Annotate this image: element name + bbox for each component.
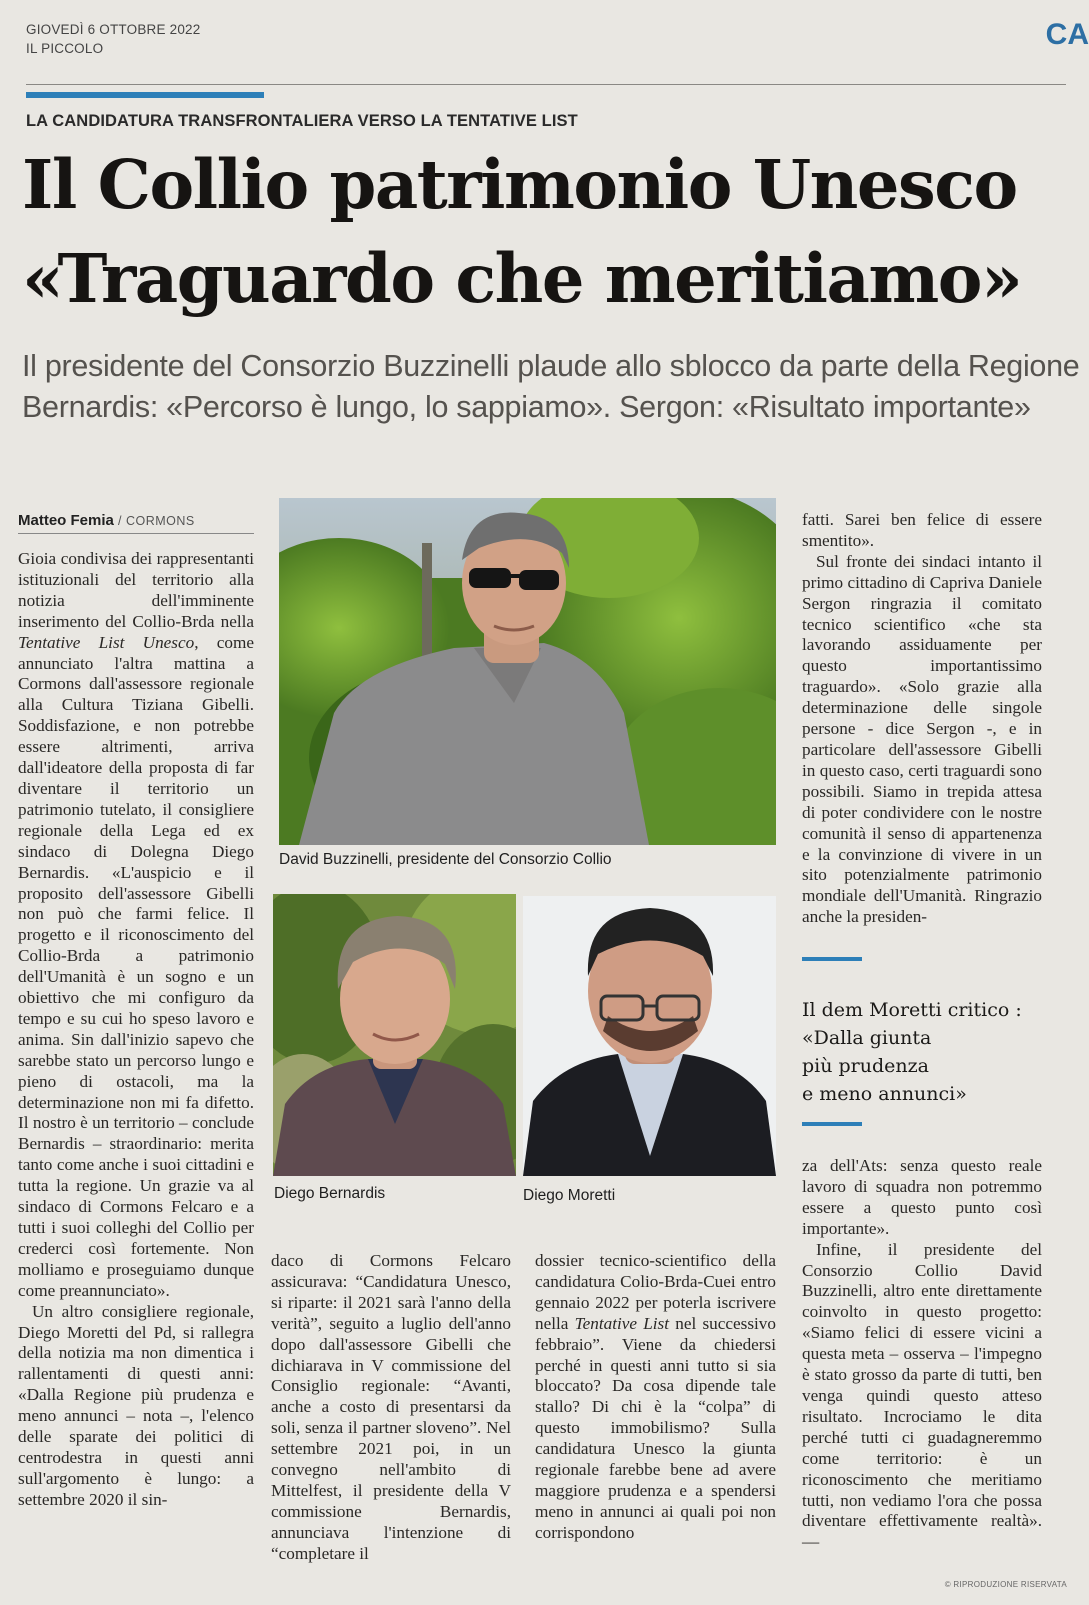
pull-quote-rule-top (802, 957, 862, 961)
subheadline (22, 346, 1082, 428)
pull-quote: Il dem Moretti critico : «Dalla giunta più prudenza e meno annunci» (802, 999, 1022, 1105)
byline-divider (18, 533, 254, 534)
photo-caption-main: David Buzzinelli, presidente del Consorzio Collio (279, 851, 612, 868)
paragraph: dossier tecnico-scientifico della candidatura Colio-Brda-Cuei entro gennaio 2022 per poterla iscrivere nella Tentative List nel successivo febbraio”. Viene da chiedersi perché in questi anni tutto si sia bloccato? Da cosa dipende tale stallo? Di chi è la “colpa” di questo immobilismo? Sulla candidatura Unesco la giunta regionale farebbe bene ad avere maggiore prudenza e a spendersi meno in annunci ai quali poi non corrispondono (535, 1251, 776, 1542)
article-column-3 (535, 1251, 776, 1544)
subhead-line-2: Bernardis: «Percorso è lungo, lo sappiamo». Sergon: «Risultato importante» (22, 390, 1031, 424)
photo-bernardis (273, 894, 516, 1176)
author-name: Matteo Femia (18, 512, 114, 529)
paragraph: Infine, il presidente del Consorzio Collio David Buzzinelli, altro ente direttamente coinvolto in questo progetto: «Siamo felici di essere vicini a questa meta – osserva – l'impegno è stato grosso da parte di tutti, ben venga quindi questo atteso risultato. Incrociamo le dita perché tutti ci guadagneremmo come territorio: è un riconoscimento che meritiamo tutti, non vediamo l'ora che possa diventare effettivamente realtà». — (802, 1239, 1042, 1552)
headline (22, 138, 1072, 326)
photo-moretti (523, 896, 776, 1176)
subhead-line-1: Il presidente del Consorzio Buzzinelli plaude allo sblocco da parte della Regione (22, 349, 1080, 383)
article-column-2 (271, 1251, 511, 1565)
copyright-notice: © RIPRODUZIONE RISERVATA (944, 1580, 1067, 1589)
top-divider (26, 84, 1066, 85)
photo-buzzinelli (279, 498, 776, 845)
dateline-location: CORMONS (125, 514, 195, 528)
paragraph: Un altro consigliere regionale, Diego Moretti del Pd, si rallegra della notizia ma non dimentica i rallentamenti di questi anni: «Dalla Regione più prudenza e meno annunci – nota –, l'elenco delle sparate dei politici di centrodestra in questi anni sull'argomento è lungo: a settembre 2020 il sin- (18, 1301, 254, 1509)
masthead (26, 20, 200, 58)
section-tag: CA (1045, 18, 1089, 51)
paragraph: daco di Cormons Felcaro assicurava: “Candidatura Unesco, si riparte: il 2021 sarà l'anno della verità”, seguito a luglio dell'anno dopo dall'assessore Gibelli che dichiarava in V commissione del Consiglio regionale: “Avanti, anche a costo di presentarsi da soli, senza il partner sloveno”. Nel settembre 2021 poi, in un convegno nell'ambito di Mittelfest, il presidente della V commissione Bernardis, annunciava l'intenzione di “completare il (271, 1251, 511, 1563)
article-column-4-top (802, 510, 1042, 928)
kicker: LA CANDIDATURA TRANSFRONTALIERA VERSO LA TENTATIVE LIST (26, 112, 578, 130)
article-column-1 (18, 549, 254, 1511)
pull-quote-rule-bottom (802, 1122, 862, 1126)
headline-line-1: Il Collio patrimonio Unesco (22, 145, 1017, 224)
paragraph: fatti. Sarei ben felice di essere smentito». (802, 510, 1042, 550)
headline-line-2: «Traguardo che meritiamo» (22, 239, 1022, 318)
paragraph: Sul fronte dei sindaci intanto il primo cittadino di Capriva Daniele Sergon ringrazia il comitato tecnico scientifico «che sta lavorando assiduamente per questo importantissimo traguardo». «Solo grazie alla determinazione delle singole persone - dice Sergon -, e in particolare dell'assessore Gibelli in questo caso, certi traguardi sono possibili. Siamo in trepida attesa di poter condividere con le nostre comunità il senso di appartenenza e la convinzione di vivere in un sito potenzialmente patrimonio mondiale dell'Umanità. Ringrazio anche la presiden- (802, 551, 1042, 927)
accent-rule (26, 92, 264, 98)
issue-date: GIOVEDÌ 6 OTTOBRE 2022 (26, 22, 201, 37)
article-column-4-bottom (802, 1156, 1042, 1553)
newspaper-name: IL PICCOLO (26, 41, 104, 56)
byline: Matteo Femia / CORMONS (18, 512, 195, 529)
photo-caption-moretti: Diego Moretti (523, 1187, 616, 1204)
photo-caption-bernardis: Diego Bernardis (274, 1185, 386, 1202)
paragraph: Gioia condivisa dei rappresentanti istituzionali del territorio alla notizia dell'imminente inserimento del Collio-Brda nella Tentative List Unesco, come annunciato l'altra mattina a Cormons dall'assessore regionale alla Cultura Tiziana Gibelli. Soddisfazione, e non potrebbe essere altrimenti, arriva dall'ideatore della proposta di far diventare il territorio un patrimonio tutelato, il consigliere regionale della Lega ed ex sindaco di Dolegna Diego Bernardis. «L'auspicio e il proposito dell'assessore Gibelli non può che farmi felice. Il progetto e il riconoscimento del Collio-Brda a patrimonio dell'Umanità è un sogno e un obiettivo che mi configuro da tempo e su cui ho speso lavoro e anima. Sin dall'inizio sapevo che sarebbe stato un percorso lungo e pieno di ostacoli, ma la determinazione non mi fa difetto. Il nostro è un territorio – conclude Bernardis – straordinario: merita tanto come anche i suoi cittadini e tutta la regione. Un grazie va al sindaco di Cormons Felcaro e a tutti i suoi colleghi del Collio per crederci così fortemente. Non molliamo e proseguiamo dunque come preannunciato». (18, 549, 254, 1300)
paragraph: za dell'Ats: senza questo reale lavoro di squadra non potremmo essere a questo punto così importante». (802, 1156, 1042, 1238)
